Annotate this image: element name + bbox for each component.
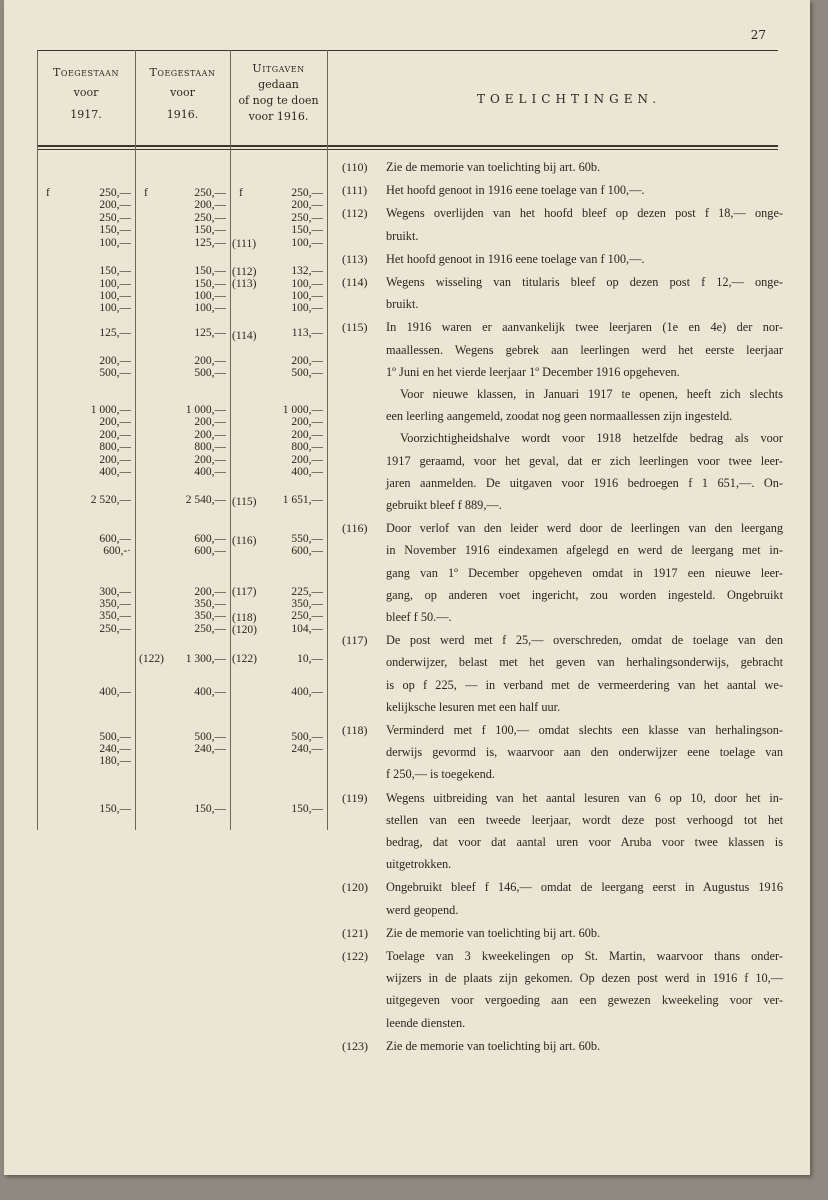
col3-line4: voor 1916. <box>248 110 309 123</box>
note-text-line: bruikt. <box>386 297 419 312</box>
col1-amount: 125,— <box>99 327 131 339</box>
page-number: 27 <box>750 28 766 42</box>
note-text-line: Door verlof van den leider werd door de leerlingen van den leergang <box>386 521 783 536</box>
col3-amount: 225,— <box>291 586 323 598</box>
col1-amount: 150,— <box>99 803 131 815</box>
col3-amount: 200,— <box>291 416 323 428</box>
ref-mark: (122) <box>139 653 164 665</box>
col1-amount: 100,— <box>99 278 131 290</box>
col2-amount: 200,— <box>194 199 226 211</box>
note-number: (111) <box>342 183 368 198</box>
col2-amount: 250,— <box>194 212 226 224</box>
col2-line2: voor <box>170 86 195 99</box>
col2-amount: 350,— <box>194 610 226 622</box>
col2-amount: 200,— <box>194 355 226 367</box>
col3-amount: 400,— <box>291 686 323 698</box>
col2-amount: 500,— <box>194 367 226 379</box>
florin-sign: f <box>239 187 243 199</box>
col3-header <box>230 62 327 124</box>
col3-amount: 350,— <box>291 598 323 610</box>
col1-header <box>37 66 135 122</box>
ref-mark: (120) <box>232 624 257 636</box>
col3-amount: 400,— <box>291 466 323 478</box>
note-text-line: 1917 geraamd, voor het geval, dat er zich leerlingen voor twee leer- <box>386 453 783 468</box>
col3-line3: of nog te doen <box>238 94 319 107</box>
col1-amount: 1 000,— <box>90 404 131 416</box>
col1-amount: 200,— <box>99 454 131 466</box>
col2-amount: 350,— <box>194 598 226 610</box>
col2-amount: 1 300,— <box>185 653 226 665</box>
col1-amount: 180,— <box>99 755 131 767</box>
col3-title: Uitgaven <box>252 62 305 75</box>
col2-amount: 800,— <box>194 441 226 453</box>
note-text-line: gang, op anderen voet ingericht, zou worden ingesteld. Ongebruikt <box>386 587 783 602</box>
col2-amount: 100,— <box>194 302 226 314</box>
note-text-line: Het hoofd genoot in 1916 eene toelage van f 100,—. <box>386 251 645 266</box>
ref-mark: (118) <box>232 612 257 624</box>
col3-amount: 1 651,— <box>282 494 323 506</box>
col1-amount: 100,— <box>99 302 131 314</box>
col1-amount: 300,— <box>99 586 131 598</box>
note-text-line: uitgegeven voor vergoeding aan een gewezen kweekeling voor ver- <box>386 993 783 1008</box>
col2-amount: 125,— <box>194 237 226 249</box>
col3-amount: 200,— <box>291 429 323 441</box>
note-number: (120) <box>342 880 368 895</box>
col2-amount: 250,— <box>194 623 226 635</box>
note-text-line: kelijksche lesuren met een half uur. <box>386 699 561 714</box>
col2-amount: 600,— <box>194 545 226 557</box>
note-text-line: bruikt. <box>386 228 419 243</box>
note-number: (117) <box>342 633 368 648</box>
ref-mark: (117) <box>232 586 257 598</box>
col3-amount: 500,— <box>291 731 323 743</box>
col1-amount: 800,— <box>99 441 131 453</box>
note-text-line: Wegens wisseling van titularis bleef op dezen post f 12,— onge- <box>386 275 783 289</box>
note-number: (114) <box>342 275 368 289</box>
col2-amount: 150,— <box>194 265 226 277</box>
col2-header <box>135 66 230 122</box>
note-text-line: bleef f 50.—. <box>386 610 452 624</box>
column-divider <box>327 50 328 830</box>
document-page <box>4 0 810 1175</box>
note-text-line: Voor nieuwe klassen, in Januari 1917 te openen, heeft zich slechts <box>400 387 783 401</box>
col3-amount: 100,— <box>291 237 323 249</box>
note-number: (115) <box>342 320 368 335</box>
col3-amount: 240,— <box>291 743 323 755</box>
col3-amount: 104,— <box>291 623 323 635</box>
col2-amount: 500,— <box>194 731 226 743</box>
col1-amount: 600,— <box>99 533 131 545</box>
note-text-line: leende diensten. <box>386 1015 466 1030</box>
ref-mark: (116) <box>232 535 257 547</box>
col1-amount: 600,-· <box>103 545 131 557</box>
col1-amount: 100,— <box>99 237 131 249</box>
col1-amount: 250,— <box>99 623 131 635</box>
col3-amount: 250,— <box>291 610 323 622</box>
col3-amount: 100,— <box>291 302 323 314</box>
col2-amount: 1 000,— <box>185 404 226 416</box>
col2-amount: 125,— <box>194 327 226 339</box>
florin-sign: f <box>144 187 148 199</box>
col2-amount: 150,— <box>194 278 226 290</box>
col1-amount: 350,— <box>99 598 131 610</box>
col3-amount: 150,— <box>291 803 323 815</box>
note-text-line: Zie de memorie van toelichting bij art. 60b. <box>386 925 601 940</box>
note-text-line: stellen van een tweede leerjaar, wordt deze post verhoogd tot het <box>386 812 783 827</box>
florin-sign: f <box>46 187 50 199</box>
note-text-line: Verminderd met f 100,— omdat slechts een klasse van herhalingson- <box>386 723 783 737</box>
note-number: (113) <box>342 251 368 266</box>
note-number: (119) <box>342 790 368 805</box>
note-text-line: Ongebruikt bleef f 146,— omdat de leergang eerst in Augustus 1916 <box>386 880 783 895</box>
header-rule <box>37 145 778 147</box>
col2-title: Toegestaan <box>149 66 216 79</box>
note-number: (116) <box>342 521 368 536</box>
col1-year: 1917. <box>70 108 102 121</box>
col3-amount: 200,— <box>291 355 323 367</box>
col1-amount: 400,— <box>99 466 131 478</box>
col1-amount: 250,— <box>99 187 131 199</box>
note-text-line: f 250,— is toegekend. <box>386 767 495 782</box>
col1-amount: 240,— <box>99 743 131 755</box>
toelichtingen-header: TOELICHTINGEN. <box>476 92 662 106</box>
col3-amount: 800,— <box>291 441 323 453</box>
col2-year: 1916. <box>166 108 199 121</box>
note-number: (122) <box>342 949 368 963</box>
col3-amount: 200,— <box>291 454 323 466</box>
note-text-line: wijzers in de plaats zijn gekomen. Op dezen post werd in 1916 f 10,— <box>386 971 783 986</box>
note-text-line: De post werd met f 25,— overschreden, omdat de toelage van den <box>386 633 783 648</box>
note-text-line: Toelage van 3 kweekelingen op St. Martin, waarvoor thans onder- <box>386 949 783 963</box>
col1-amount: 200,— <box>99 429 131 441</box>
note-text-line: jaren aanmelden. De uitgaven voor 1916 bedroegen f 1 651,—. On- <box>386 475 783 490</box>
col1-amount: 250,— <box>99 212 131 224</box>
note-text-line: 1º Juni en het vierde leerjaar 1º December 1916 opgeheven. <box>386 364 680 379</box>
note-text-line: Het hoofd genoot in 1916 eene toelage van f 100,—. <box>386 183 645 198</box>
col2-amount: 600,— <box>194 533 226 545</box>
col3-amount: 250,— <box>291 212 323 224</box>
col2-amount: 200,— <box>194 416 226 428</box>
col3-amount: 500,— <box>291 367 323 379</box>
col3-amount: 113,— <box>291 327 323 339</box>
ref-mark: (111) <box>232 238 257 250</box>
col2-amount: 200,— <box>194 454 226 466</box>
ref-mark: (112) <box>232 266 257 278</box>
note-text-line: In 1916 waren er aanvankelijk twee leerjaren (1e en 4e) der nor- <box>386 320 783 335</box>
col3-amount: 600,— <box>291 545 323 557</box>
note-text-line: bedrag, dat voor dat aantal uren voor Aruba voor twee klassen is <box>386 835 783 849</box>
col3-amount: 200,— <box>291 199 323 211</box>
col1-amount: 200,— <box>99 416 131 428</box>
col2-amount: 2 540,— <box>185 494 226 506</box>
col1-amount: 400,— <box>99 686 131 698</box>
note-text-line: gebruikt bleef f 889,—. <box>386 498 502 512</box>
col3-amount: 250,— <box>291 187 323 199</box>
top-rule <box>37 50 778 51</box>
note-text-line: Zie de memorie van toelichting bij art. 60b. <box>386 1038 601 1053</box>
col1-amount: 150,— <box>99 224 131 236</box>
col2-amount: 400,— <box>194 466 226 478</box>
col2-amount: 240,— <box>194 743 226 755</box>
note-number: (121) <box>342 925 368 940</box>
note-text-line: maallessen. Wegens gebrek aan leerlingen werd het eerste leerjaar <box>386 342 783 357</box>
col3-amount: 550,— <box>291 533 323 545</box>
note-text-line: is op f 225, — in verband met de vermeerdering van het aantal we- <box>386 677 783 692</box>
col2-amount: 100,— <box>194 290 226 302</box>
note-text-line: onderwijzer, belast met het geven van herhalingsonderwijs, gebracht <box>386 655 783 670</box>
col1-amount: 500,— <box>99 367 131 379</box>
note-number: (110) <box>342 160 368 174</box>
col1-amount: 2 520,— <box>90 494 131 506</box>
note-text-line: in November 1916 eindexamen afgelegd en werd de leergang met in- <box>386 543 783 558</box>
header-rule-thin <box>37 149 778 150</box>
column-divider <box>37 50 38 830</box>
col1-amount: 100,— <box>99 290 131 302</box>
ref-mark: (115) <box>232 496 257 508</box>
column-divider <box>230 50 231 830</box>
col2-amount: 150,— <box>194 224 226 236</box>
col2-amount: 250,— <box>194 187 226 199</box>
col1-amount: 150,— <box>99 265 131 277</box>
note-text-line: werd geopend. <box>386 902 459 917</box>
col2-amount: 200,— <box>194 429 226 441</box>
col2-amount: 200,— <box>194 586 226 598</box>
col3-line2: gedaan <box>258 78 299 91</box>
note-text-line: Voorzichtigheidshalve wordt voor 1918 hetzelfde bedrag als voor <box>400 431 783 446</box>
col1-title: Toegestaan <box>53 66 119 79</box>
col3-amount: 132,— <box>291 265 323 277</box>
col2-amount: 150,— <box>194 803 226 815</box>
note-text-line: een leerling aangemeld, zoodat nog geen normaallessen zijn ingesteld. <box>386 409 733 424</box>
col3-amount: 100,— <box>291 290 323 302</box>
note-text-line: derwijs gevormd is, waarvoor aan den onderwijzer eene toelage van <box>386 745 783 760</box>
note-text-line: Zie de memorie van toelichting bij art. 60b. <box>386 160 601 174</box>
col1-line2: voor <box>73 86 99 99</box>
col3-amount: 1 000,— <box>282 404 323 416</box>
ref-mark: (122) <box>232 653 257 665</box>
col1-amount: 200,— <box>99 199 131 211</box>
column-divider <box>135 50 136 830</box>
note-number: (118) <box>342 723 368 737</box>
col3-amount: 100,— <box>291 278 323 290</box>
note-number: (123) <box>342 1038 368 1053</box>
note-text-line: Wegens uitbreiding van het aantal lesuren van 6 op 10, door het in- <box>386 790 783 805</box>
col1-amount: 350,— <box>99 610 131 622</box>
ref-mark: (113) <box>232 278 257 290</box>
col3-amount: 150,— <box>291 224 323 236</box>
col1-amount: 500,— <box>99 731 131 743</box>
ref-mark: (114) <box>232 330 257 342</box>
col1-amount: 200,— <box>99 355 131 367</box>
col2-amount: 400,— <box>194 686 226 698</box>
col3-amount: 10,— <box>297 653 323 665</box>
note-text-line: uitgetrokken. <box>386 857 452 872</box>
note-text-line: Wegens overlijden van het hoofd bleef op dezen post f 18,— onge- <box>386 206 783 221</box>
note-number: (112) <box>342 206 368 221</box>
note-text-line: gang van 1º December opgeheven omdat in 1917 een nieuwe leer- <box>386 565 783 580</box>
